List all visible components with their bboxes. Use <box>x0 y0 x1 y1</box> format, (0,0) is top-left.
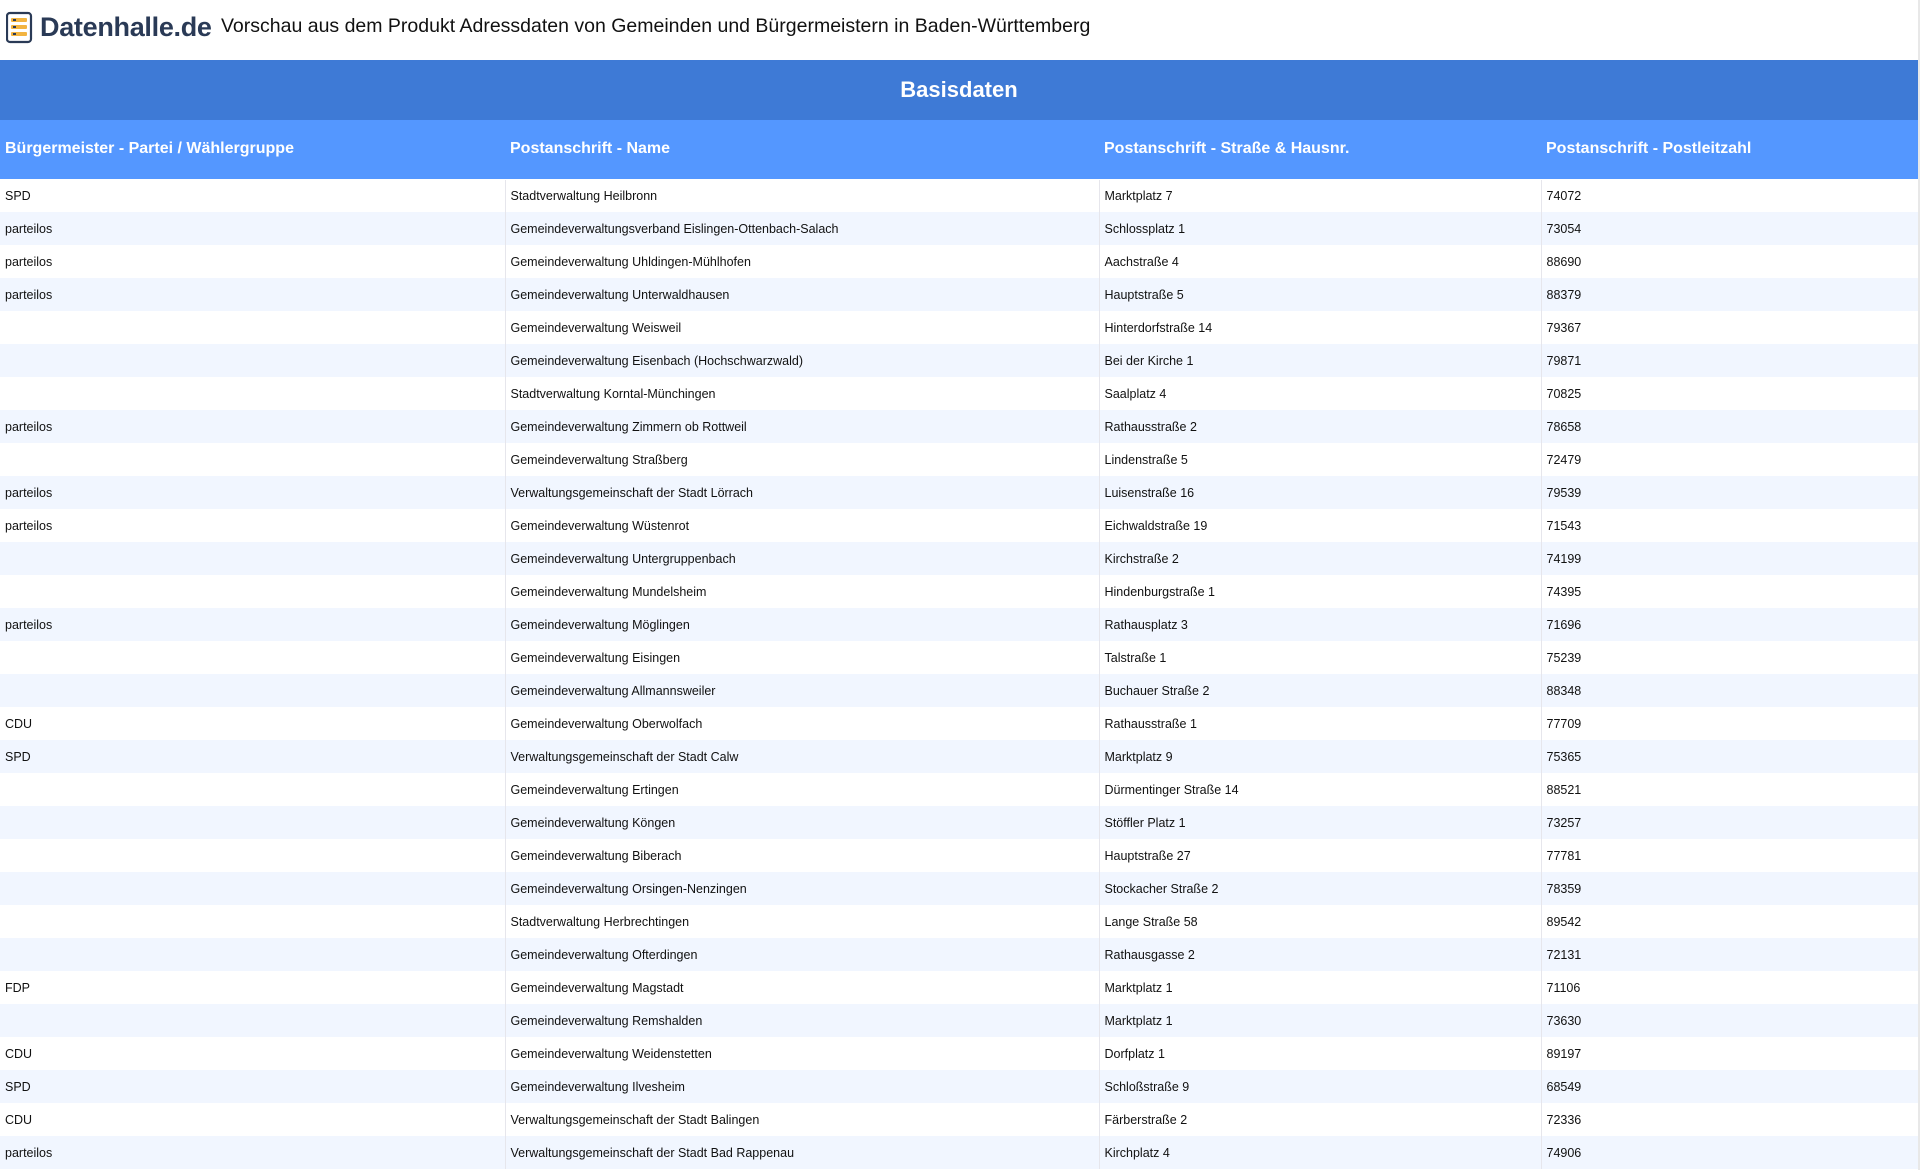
column-header-postcode: Postanschrift - Postleitzahl <box>1541 120 1918 179</box>
party-cell <box>0 872 505 905</box>
postcode-cell: 73054 <box>1541 212 1918 245</box>
street-cell: Hinterdorfstraße 14 <box>1099 311 1541 344</box>
name-cell: Gemeindeverwaltung Orsingen-Nenzingen <box>505 872 1099 905</box>
section-title: Basisdaten <box>900 77 1018 102</box>
table-row <box>0 740 1918 773</box>
street-cell: Kirchstraße 2 <box>1099 542 1541 575</box>
name-cell: Gemeindeverwaltung Eisingen <box>505 641 1099 674</box>
postcode-cell: 78359 <box>1541 872 1918 905</box>
postcode-cell: 79367 <box>1541 311 1918 344</box>
section-banner <box>0 60 1918 120</box>
party-cell <box>0 1004 505 1037</box>
postcode-cell: 73257 <box>1541 806 1918 839</box>
name-cell: Verwaltungsgemeinschaft der Stadt Bad Rappenau <box>505 1136 1099 1169</box>
postcode-cell: 68549 <box>1541 1070 1918 1103</box>
party-cell: parteilos <box>0 608 505 641</box>
table-row <box>0 311 1918 344</box>
name-cell: Gemeindeverwaltung Uhldingen-Mühlhofen <box>505 245 1099 278</box>
postcode-cell: 77781 <box>1541 839 1918 872</box>
name-cell: Gemeindeverwaltung Oberwolfach <box>505 707 1099 740</box>
name-cell: Gemeindeverwaltung Weidenstetten <box>505 1037 1099 1070</box>
postcode-cell: 71696 <box>1541 608 1918 641</box>
postcode-cell: 88379 <box>1541 278 1918 311</box>
postcode-cell: 75365 <box>1541 740 1918 773</box>
name-cell: Gemeindeverwaltung Allmannsweiler <box>505 674 1099 707</box>
party-cell: parteilos <box>0 212 505 245</box>
party-cell <box>0 344 505 377</box>
party-cell: parteilos <box>0 476 505 509</box>
postcode-cell: 74906 <box>1541 1136 1918 1169</box>
name-cell: Stadtverwaltung Herbrechtingen <box>505 905 1099 938</box>
street-cell: Marktplatz 9 <box>1099 740 1541 773</box>
name-cell: Gemeindeverwaltung Zimmern ob Rottweil <box>505 410 1099 443</box>
table-row <box>0 1037 1918 1070</box>
party-cell <box>0 905 505 938</box>
table-row <box>0 476 1918 509</box>
page-title: Vorschau aus dem Produkt Adressdaten von Gemeinden und Bürgermeistern in Baden-Württemberg <box>221 15 1091 37</box>
site-logo-link[interactable] <box>6 10 212 44</box>
street-cell: Stöffler Platz 1 <box>1099 806 1541 839</box>
table-body <box>0 179 1918 1169</box>
table-row <box>0 1004 1918 1037</box>
name-cell: Gemeindeverwaltungsverband Eislingen-Ottenbach-Salach <box>505 212 1099 245</box>
street-cell: Schlossplatz 1 <box>1099 212 1541 245</box>
table-row <box>0 641 1918 674</box>
postcode-cell: 78658 <box>1541 410 1918 443</box>
table-row <box>0 674 1918 707</box>
street-cell: Dürmentinger Straße 14 <box>1099 773 1541 806</box>
party-cell: FDP <box>0 971 505 1004</box>
street-cell: Talstraße 1 <box>1099 641 1541 674</box>
postcode-cell: 70825 <box>1541 377 1918 410</box>
name-cell: Gemeindeverwaltung Mundelsheim <box>505 575 1099 608</box>
postcode-cell: 79539 <box>1541 476 1918 509</box>
street-cell: Schloßstraße 9 <box>1099 1070 1541 1103</box>
party-cell <box>0 575 505 608</box>
street-cell: Marktplatz 1 <box>1099 971 1541 1004</box>
party-cell: parteilos <box>0 1136 505 1169</box>
table-row <box>0 410 1918 443</box>
table-row <box>0 773 1918 806</box>
street-cell: Hindenburgstraße 1 <box>1099 575 1541 608</box>
party-cell <box>0 839 505 872</box>
name-cell: Gemeindeverwaltung Unterwaldhausen <box>505 278 1099 311</box>
street-cell: Kirchplatz 4 <box>1099 1136 1541 1169</box>
table-row <box>0 278 1918 311</box>
table-row <box>0 542 1918 575</box>
party-cell: parteilos <box>0 509 505 542</box>
street-cell: Dorfplatz 1 <box>1099 1037 1541 1070</box>
street-cell: Färberstraße 2 <box>1099 1103 1541 1136</box>
table-row <box>0 905 1918 938</box>
party-cell: SPD <box>0 1070 505 1103</box>
table-row <box>0 443 1918 476</box>
postcode-cell: 73630 <box>1541 1004 1918 1037</box>
postcode-cell: 72131 <box>1541 938 1918 971</box>
party-cell: SPD <box>0 740 505 773</box>
logo-text: Datenhalle.de <box>40 12 212 42</box>
street-cell: Rathausstraße 2 <box>1099 410 1541 443</box>
name-cell: Gemeindeverwaltung Biberach <box>505 839 1099 872</box>
name-cell: Gemeindeverwaltung Untergruppenbach <box>505 542 1099 575</box>
street-cell: Rathausplatz 3 <box>1099 608 1541 641</box>
table-header-row <box>0 120 1918 179</box>
name-cell: Verwaltungsgemeinschaft der Stadt Calw <box>505 740 1099 773</box>
table-row <box>0 1103 1918 1136</box>
postcode-cell: 89197 <box>1541 1037 1918 1070</box>
postcode-cell: 88690 <box>1541 245 1918 278</box>
street-cell: Lange Straße 58 <box>1099 905 1541 938</box>
name-cell: Verwaltungsgemeinschaft der Stadt Balingen <box>505 1103 1099 1136</box>
table-row <box>0 212 1918 245</box>
postcode-cell: 75239 <box>1541 641 1918 674</box>
table-row <box>0 707 1918 740</box>
street-cell: Buchauer Straße 2 <box>1099 674 1541 707</box>
postcode-cell: 89542 <box>1541 905 1918 938</box>
column-header-name: Postanschrift - Name <box>505 120 1099 179</box>
table-row <box>0 575 1918 608</box>
party-cell: SPD <box>0 179 505 212</box>
table-row <box>0 806 1918 839</box>
party-cell <box>0 641 505 674</box>
name-cell: Stadtverwaltung Heilbronn <box>505 179 1099 212</box>
name-cell: Gemeindeverwaltung Eisenbach (Hochschwarzwald) <box>505 344 1099 377</box>
street-cell: Marktplatz 1 <box>1099 1004 1541 1037</box>
name-cell: Gemeindeverwaltung Remshalden <box>505 1004 1099 1037</box>
table-row <box>0 245 1918 278</box>
street-cell: Bei der Kirche 1 <box>1099 344 1541 377</box>
table-row <box>0 509 1918 542</box>
party-cell <box>0 938 505 971</box>
street-cell: Stockacher Straße 2 <box>1099 872 1541 905</box>
top-bar <box>0 0 1920 60</box>
table-row <box>0 179 1918 212</box>
street-cell: Saalplatz 4 <box>1099 377 1541 410</box>
party-cell: CDU <box>0 1037 505 1070</box>
column-header-street: Postanschrift - Straße & Hausnr. <box>1099 120 1541 179</box>
party-cell: parteilos <box>0 278 505 311</box>
name-cell: Gemeindeverwaltung Ertingen <box>505 773 1099 806</box>
party-cell <box>0 542 505 575</box>
party-cell <box>0 773 505 806</box>
party-cell <box>0 806 505 839</box>
street-cell: Hauptstraße 27 <box>1099 839 1541 872</box>
party-cell: CDU <box>0 707 505 740</box>
postcode-cell: 71543 <box>1541 509 1918 542</box>
street-cell: Luisenstraße 16 <box>1099 476 1541 509</box>
street-cell: Marktplatz 7 <box>1099 179 1541 212</box>
name-cell: Gemeindeverwaltung Weisweil <box>505 311 1099 344</box>
table-row <box>0 1136 1918 1169</box>
table-row <box>0 377 1918 410</box>
party-cell <box>0 377 505 410</box>
street-cell: Hauptstraße 5 <box>1099 278 1541 311</box>
table-row <box>0 872 1918 905</box>
street-cell: Rathausgasse 2 <box>1099 938 1541 971</box>
postcode-cell: 88521 <box>1541 773 1918 806</box>
party-cell: parteilos <box>0 410 505 443</box>
postcode-cell: 79871 <box>1541 344 1918 377</box>
postcode-cell: 72336 <box>1541 1103 1918 1136</box>
postcode-cell: 74199 <box>1541 542 1918 575</box>
name-cell: Gemeindeverwaltung Ilvesheim <box>505 1070 1099 1103</box>
street-cell: Rathausstraße 1 <box>1099 707 1541 740</box>
name-cell: Gemeindeverwaltung Köngen <box>505 806 1099 839</box>
address-table <box>0 120 1918 1169</box>
table-row <box>0 971 1918 1004</box>
name-cell: Gemeindeverwaltung Ofterdingen <box>505 938 1099 971</box>
database-logo-icon <box>6 10 36 44</box>
street-cell: Aachstraße 4 <box>1099 245 1541 278</box>
postcode-cell: 74395 <box>1541 575 1918 608</box>
postcode-cell: 74072 <box>1541 179 1918 212</box>
name-cell: Verwaltungsgemeinschaft der Stadt Lörrach <box>505 476 1099 509</box>
name-cell: Gemeindeverwaltung Magstadt <box>505 971 1099 1004</box>
postcode-cell: 72479 <box>1541 443 1918 476</box>
postcode-cell: 88348 <box>1541 674 1918 707</box>
party-cell <box>0 674 505 707</box>
column-header-party: Bürgermeister - Partei / Wählergruppe <box>0 120 505 179</box>
table-row <box>0 344 1918 377</box>
postcode-cell: 71106 <box>1541 971 1918 1004</box>
party-cell <box>0 311 505 344</box>
party-cell: CDU <box>0 1103 505 1136</box>
table-row <box>0 839 1918 872</box>
name-cell: Stadtverwaltung Korntal-Münchingen <box>505 377 1099 410</box>
name-cell: Gemeindeverwaltung Möglingen <box>505 608 1099 641</box>
table-row <box>0 1070 1918 1103</box>
party-cell <box>0 443 505 476</box>
table-row <box>0 938 1918 971</box>
street-cell: Lindenstraße 5 <box>1099 443 1541 476</box>
street-cell: Eichwaldstraße 19 <box>1099 509 1541 542</box>
table-row <box>0 608 1918 641</box>
name-cell: Gemeindeverwaltung Wüstenrot <box>505 509 1099 542</box>
postcode-cell: 77709 <box>1541 707 1918 740</box>
name-cell: Gemeindeverwaltung Straßberg <box>505 443 1099 476</box>
party-cell: parteilos <box>0 245 505 278</box>
